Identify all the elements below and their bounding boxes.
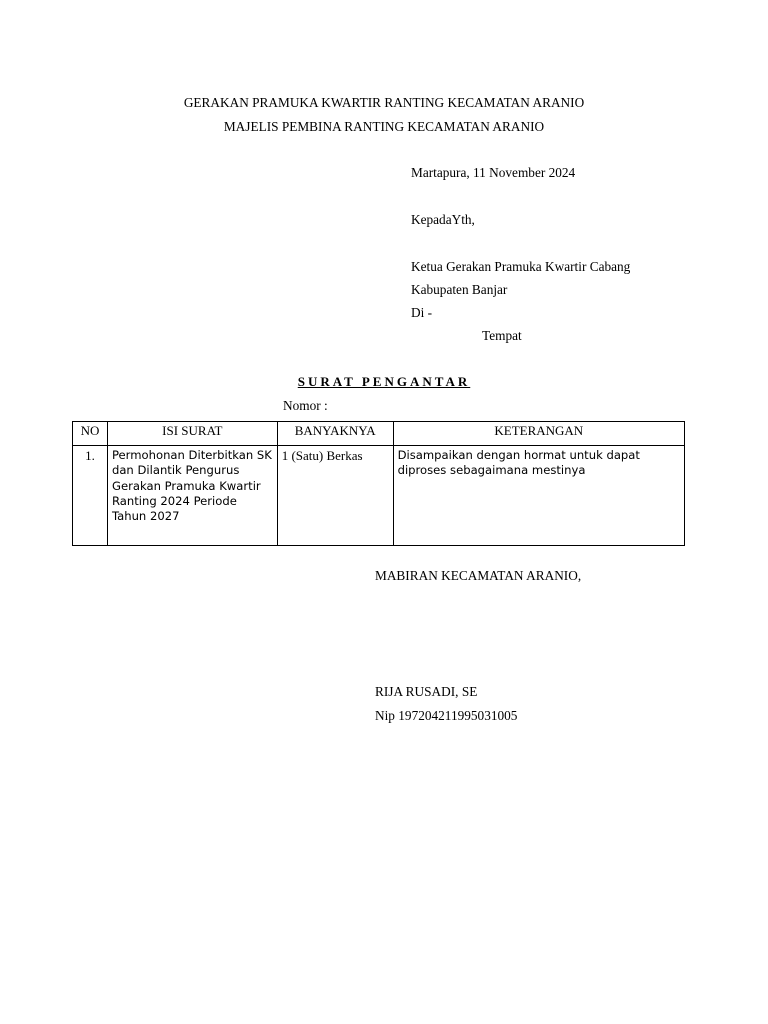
nomor-label: Nomor : xyxy=(283,398,328,413)
recipient-line-1: Ketua Gerakan Pramuka Kwartir Cabang xyxy=(411,259,631,274)
table-header-row xyxy=(73,422,685,446)
letter-table xyxy=(72,421,685,546)
column-header-banyaknya: BANYAKNYA xyxy=(277,422,393,446)
recipient-line-2: Kabupaten Banjar xyxy=(411,282,508,297)
column-header-keterangan: KETERANGAN xyxy=(393,422,684,446)
table-row xyxy=(73,446,685,546)
cell-isi-surat: Permohonan Diterbitkan SK dan Dilantik Pengurus Gerakan Pramuka Kwartir Ranting 2024 Periode Tahun 2027 xyxy=(107,446,277,546)
letter-title: SURAT PENGANTAR xyxy=(297,374,471,389)
cell-keterangan: Disampaikan dengan hormat untuk dapat diproses sebagaimana mestinya xyxy=(393,446,684,546)
header-line-1: GERAKAN PRAMUKA KWARTIR RANTING KECAMATAN ARANIO xyxy=(183,95,585,110)
cell-no: 1. xyxy=(73,446,108,546)
recipient-greeting: KepadaYth, xyxy=(411,212,475,227)
column-header-isi-surat: ISI SURAT xyxy=(107,422,277,446)
header-line-2: MAJELIS PEMBINA RANTING KECAMATAN ARANIO xyxy=(223,119,545,134)
recipient-line-3: Di - xyxy=(411,305,433,320)
recipient-line-4: Tempat xyxy=(482,328,522,343)
signature-name: RIJA RUSADI, SE xyxy=(375,684,478,699)
signature-org: MABIRAN KECAMATAN ARANIO, xyxy=(375,568,582,583)
cell-banyaknya: 1 (Satu) Berkas xyxy=(277,446,393,546)
date-line: Martapura, 11 November 2024 xyxy=(411,165,576,180)
signature-nip: Nip 197204211995031005 xyxy=(375,708,518,723)
column-header-no: NO xyxy=(73,422,108,446)
